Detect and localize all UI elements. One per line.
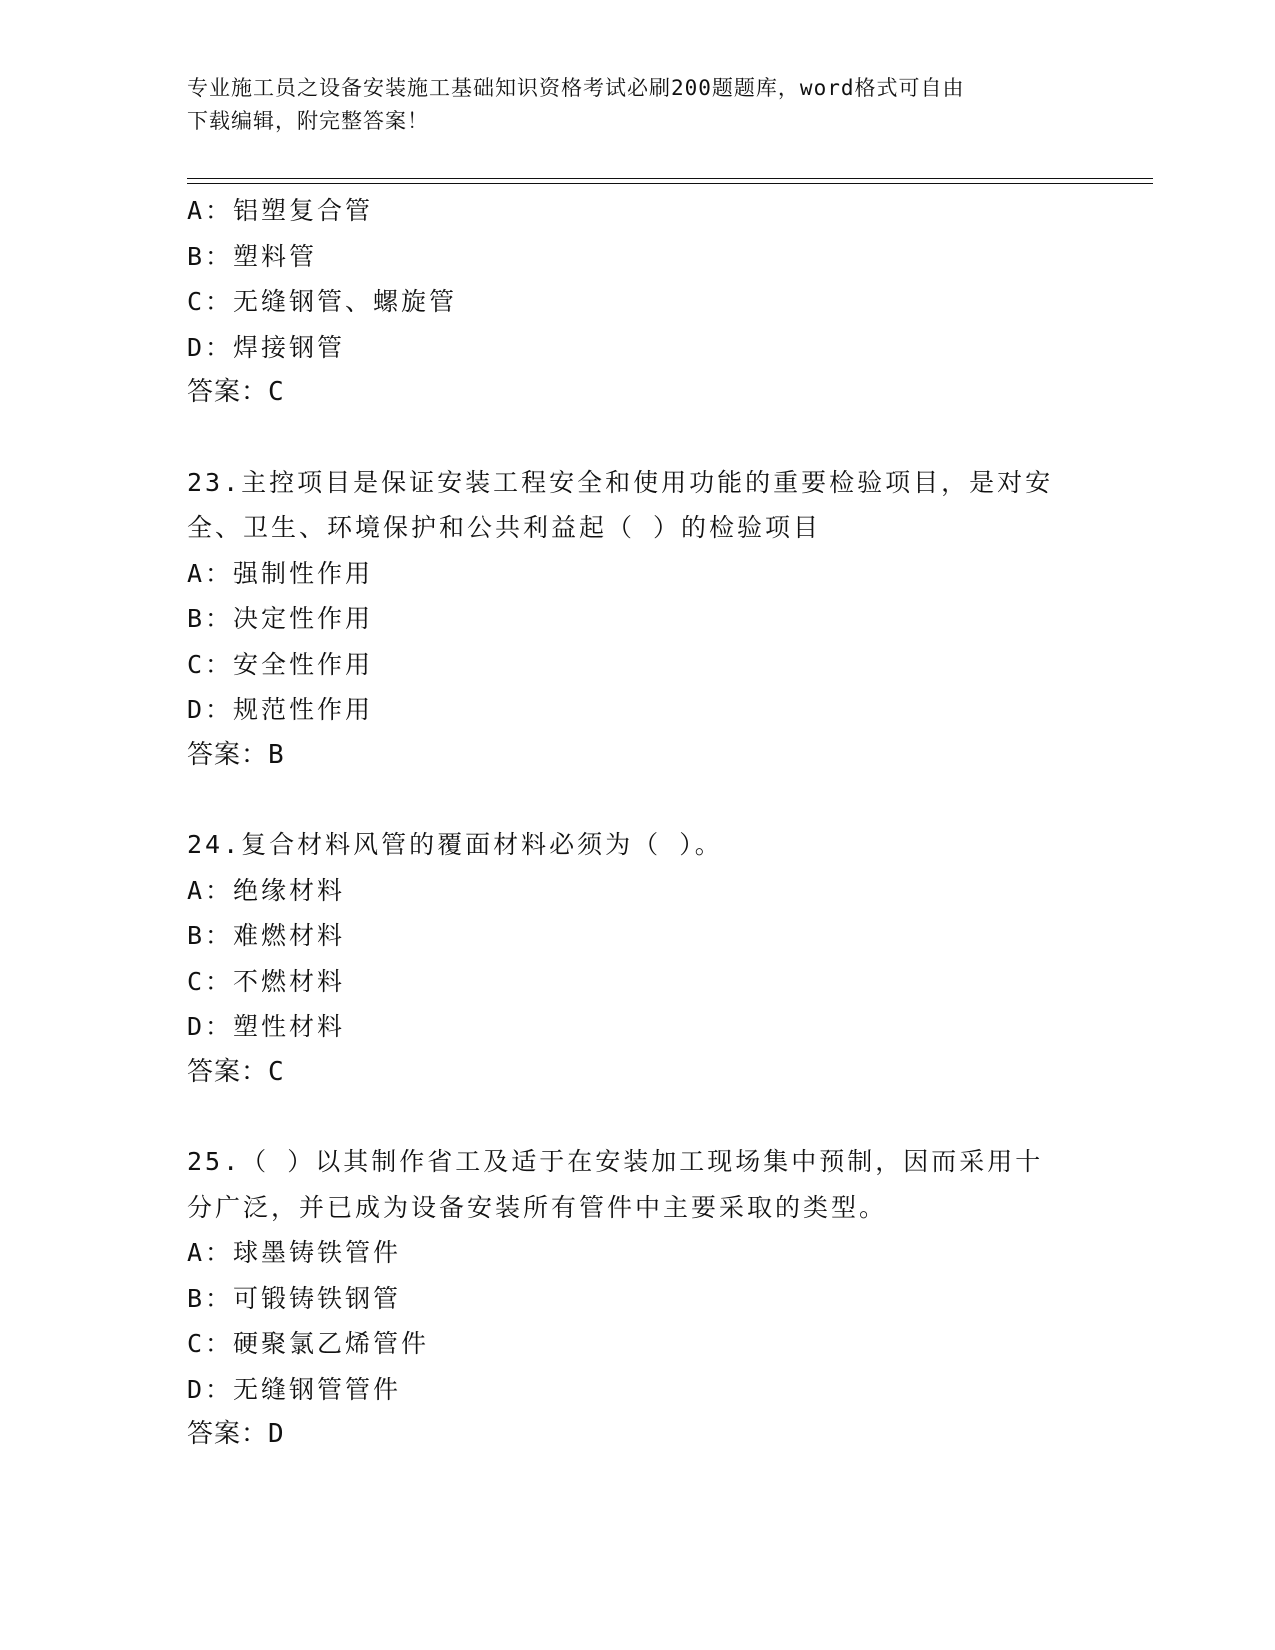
header-rule-bottom <box>187 183 1153 184</box>
option-c: C：无缝钢管、螺旋管 <box>187 287 458 316</box>
document-header <box>187 72 1067 138</box>
question-24 <box>187 822 1087 1095</box>
answer: 答案：C <box>187 377 285 407</box>
question-22 <box>187 188 1087 416</box>
option-a: A：球墨铸铁管件 <box>187 1238 402 1267</box>
question-stem-line-1: 23.主控项目是保证安装工程安全和使用功能的重要检验项目，是对安 <box>187 467 1054 497</box>
question-list <box>187 188 1087 1458</box>
option-d: D：焊接钢管 <box>187 332 346 362</box>
question-stem-line-1: 24.复合材料风管的覆面材料必须为（ ）。 <box>187 830 723 859</box>
option-a: A：强制性作用 <box>187 558 374 588</box>
option-c: C：不燃材料 <box>187 966 346 996</box>
option-a: A：铝塑复合管 <box>187 196 374 225</box>
option-b: B：塑料管 <box>187 241 318 271</box>
option-d: D：规范性作用 <box>187 695 374 724</box>
answer: 答案：B <box>187 739 285 770</box>
option-d: D：无缝钢管管件 <box>187 1374 402 1404</box>
question-25 <box>187 1139 1087 1458</box>
option-b: B：难燃材料 <box>187 921 346 950</box>
header-line-1: 专业施工员之设备安装施工基础知识资格考试必刷200题题库，word格式可自由 <box>187 76 965 100</box>
question-stem-line-2: 全、卫生、环境保护和公共利益起（ ）的检验项目 <box>187 513 822 542</box>
header-line-2: 下载编辑，附完整答案！ <box>187 109 429 133</box>
option-c: C：安全性作用 <box>187 649 374 679</box>
option-d: D：塑性材料 <box>187 1012 346 1041</box>
question-23 <box>187 460 1087 779</box>
header-rule-top <box>187 178 1153 179</box>
answer: 答案：C <box>187 1056 285 1087</box>
question-stem-line-1: 25.（ ）以其制作省工及适于在安装加工现场集中预制，因而采用十 <box>187 1147 1044 1176</box>
answer: 答案：D <box>187 1419 285 1449</box>
option-b: B：可锻铸铁钢管 <box>187 1283 402 1313</box>
option-c: C：硬聚氯乙烯管件 <box>187 1329 430 1358</box>
question-stem-line-2: 分广泛，并已成为设备安装所有管件中主要采取的类型。 <box>187 1192 888 1222</box>
option-a: A：绝缘材料 <box>187 875 346 905</box>
option-b: B：决定性作用 <box>187 604 374 633</box>
